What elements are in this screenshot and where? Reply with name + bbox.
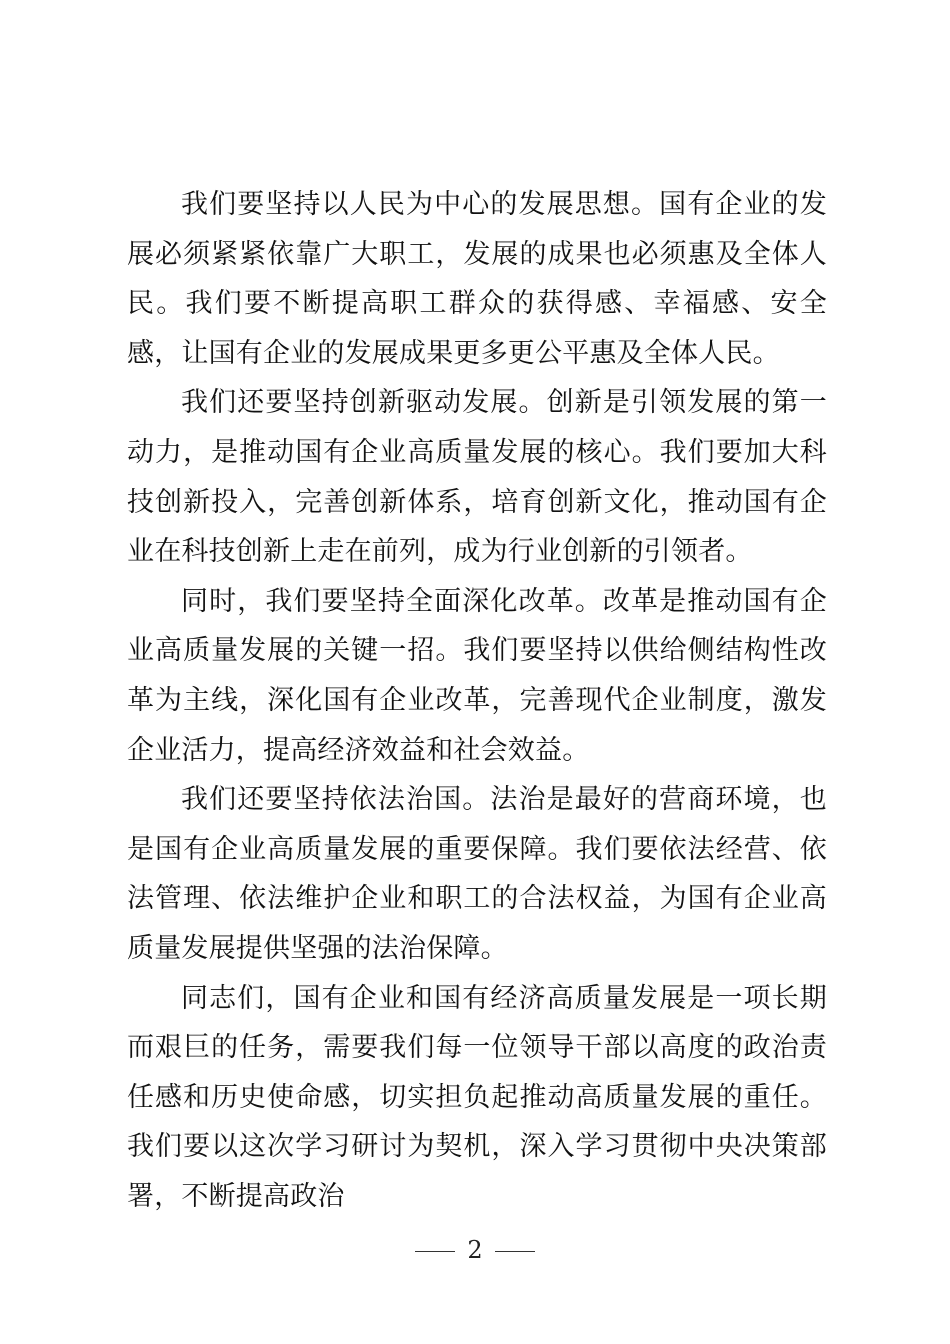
footer-dash-right bbox=[495, 1251, 535, 1253]
document-body bbox=[127, 180, 827, 1221]
page-number: 2 bbox=[467, 1236, 483, 1264]
paragraph-4: 我们还要坚持依法治国。法治是最好的营商环境，也是国有企业高质量发展的重要保障。我们要依法经营、依法管理、依法维护企业和职工的合法权益，为国有企业高质量发展提供坚强的法治保障。 bbox=[127, 784, 827, 964]
footer-dash-left bbox=[415, 1251, 455, 1253]
paragraph-5: 同志们，国有企业和国有经济高质量发展是一项长期而艰巨的任务，需要我们每一位领导干部以高度的政治责任感和历史使命感，切实担负起推动高质量发展的重任。我们要以这次学习研讨为契机，深入学习贯彻中央决策部署，不断提高政治 bbox=[127, 982, 827, 1212]
paragraph-1: 我们要坚持以人民为中心的发展思想。国有企业的发展必须紧紧依靠广大职工，发展的成果也必须惠及全体人民。我们要不断提高职工群众的获得感、幸福感、安全感，让国有企业的发展成果更多更公平惠及全体人民。 bbox=[127, 189, 827, 369]
paragraph-2: 我们还要坚持创新驱动发展。创新是引领发展的第一动力，是推动国有企业高质量发展的核心。我们要加大科技创新投入，完善创新体系，培育创新文化，推动国有企业在科技创新上走在前列，成为行业创新的引领者。 bbox=[127, 387, 827, 568]
paragraph-3: 同时，我们要坚持全面深化改革。改革是推动国有企业高质量发展的关键一招。我们要坚持以供给侧结构性改革为主线，深化国有企业改革，完善现代企业制度，激发企业活力，提高经济效益和社会效益。 bbox=[127, 585, 827, 766]
page-footer bbox=[0, 1236, 950, 1264]
